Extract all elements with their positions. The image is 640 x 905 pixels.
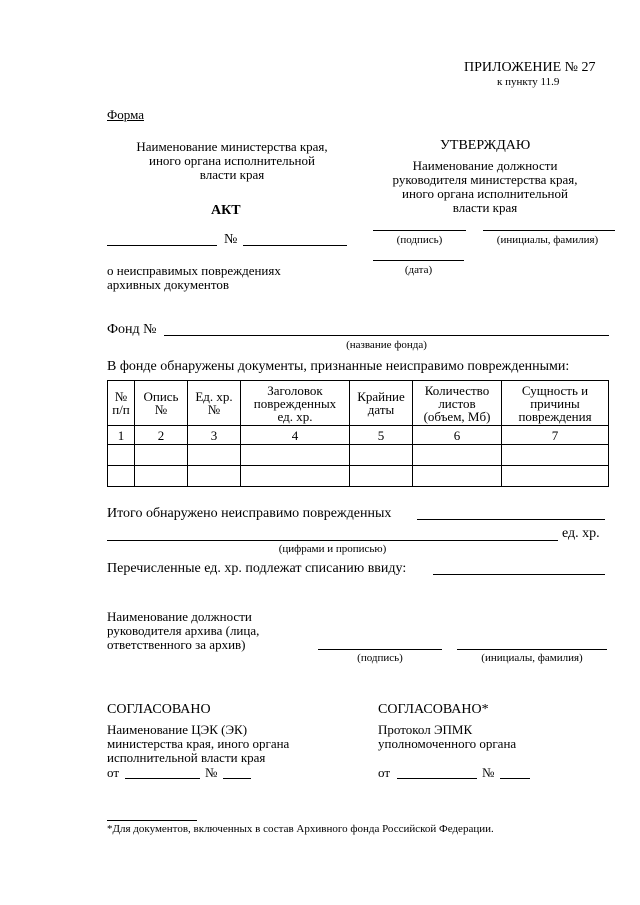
agreed-left-number-sign: № [205, 765, 218, 780]
act-number-line[interactable] [243, 245, 347, 246]
ministry-name: Наименование министерства края, иного органа исполнительной власти края [136, 139, 328, 182]
agreed-left-body: Наименование ЦЭК (ЭК) министерства края, иного органа исполнительной власти края [107, 722, 290, 765]
agreed-left-number-line[interactable] [223, 778, 251, 779]
footnote-divider [107, 820, 197, 821]
number-cell: 4 [241, 426, 350, 445]
total-line-1[interactable] [417, 519, 605, 520]
number-cell: 5 [350, 426, 413, 445]
fond-caption: (название фонда) [346, 339, 427, 351]
agreed-left-from: от [107, 765, 120, 780]
total-line-2[interactable] [107, 540, 558, 541]
agreed-right-number-line[interactable] [500, 778, 530, 779]
approve-name-caption: (инициалы, фамилия) [496, 234, 599, 246]
writeoff-reason-line[interactable] [433, 574, 605, 575]
approve-date-caption: (дата) [404, 264, 433, 276]
approve-name-line[interactable] [483, 230, 615, 231]
number-cell: 1 [108, 426, 135, 445]
header-cell: Крайние даты [350, 381, 413, 426]
appendix-title: ПРИЛОЖЕНИЕ № 27 [464, 60, 596, 75]
table-cell[interactable] [108, 466, 135, 487]
table-cell[interactable] [413, 445, 502, 466]
table-cell[interactable] [241, 445, 350, 466]
documents-table [107, 380, 609, 487]
total-caption: (цифрами и прописью) [278, 543, 387, 555]
table-cell[interactable] [502, 445, 609, 466]
header-cell: Заголовок поврежденных ед. хр. [241, 381, 350, 426]
table-cell[interactable] [108, 445, 135, 466]
form-label: Форма [107, 107, 144, 122]
header-cell: № п/п [108, 381, 135, 426]
footnote: *Для документов, включенных в состав Архивного фонда Российской Федерации. [107, 823, 494, 835]
table-cell[interactable] [188, 466, 241, 487]
archive-signature-caption: (подпись) [357, 652, 403, 664]
approve-signature-line[interactable] [373, 230, 466, 231]
agreed-right-title: СОГЛАСОВАНО* [378, 702, 489, 717]
table-number-row [108, 426, 609, 445]
fond-name-line[interactable] [164, 335, 609, 336]
intro-text: В фонде обнаружены документы, признанные неисправимо поврежденными: [107, 359, 570, 374]
table-cell[interactable] [350, 445, 413, 466]
table-cell[interactable] [502, 466, 609, 487]
table-row [108, 466, 609, 487]
number-cell: 6 [413, 426, 502, 445]
approve-position: Наименование должности руководителя министерства края, иного органа исполнительной власти края [392, 158, 578, 215]
header-cell: Количество листов (объем, Мб) [413, 381, 502, 426]
agreed-left-date-line[interactable] [125, 778, 200, 779]
agreed-right-from: от [378, 765, 391, 780]
act-title: АКТ [211, 203, 241, 218]
total-label: Итого обнаружено неисправимо поврежденных [107, 506, 392, 521]
approve-title: УТВЕРЖДАЮ [440, 138, 531, 153]
act-date-line[interactable] [107, 245, 217, 246]
approve-date-line[interactable] [373, 260, 464, 261]
archive-head-position: Наименование должности руководителя архива (лица, ответственного за архив) [107, 609, 260, 652]
table-cell[interactable] [188, 445, 241, 466]
number-cell: 7 [502, 426, 609, 445]
table-cell[interactable] [241, 466, 350, 487]
table-cell[interactable] [135, 466, 188, 487]
header-cell: Опись № [135, 381, 188, 426]
table-cell[interactable] [350, 466, 413, 487]
approve-signature-caption: (подпись) [396, 234, 443, 246]
table-header-row [108, 381, 609, 426]
table-cell[interactable] [135, 445, 188, 466]
header-cell: Ед. хр. № [188, 381, 241, 426]
table-row [108, 445, 609, 466]
act-number-sign: № [224, 232, 238, 247]
act-subject: о неисправимых повреждениях архивных документов [107, 263, 281, 292]
number-cell: 3 [188, 426, 241, 445]
agreed-right-number-sign: № [482, 765, 495, 780]
number-cell: 2 [135, 426, 188, 445]
agreed-right-date-line[interactable] [397, 778, 477, 779]
archive-name-caption: (инициалы, фамилия) [481, 652, 583, 664]
agreed-right-body: Протокол ЭПМК уполномоченного органа [378, 722, 517, 751]
total-unit: ед. хр. [562, 526, 600, 541]
archive-name-line[interactable] [457, 649, 607, 650]
agreed-left-title: СОГЛАСОВАНО [107, 702, 211, 717]
fond-label: Фонд № [107, 322, 157, 337]
table-cell[interactable] [413, 466, 502, 487]
writeoff-label: Перечисленные ед. хр. подлежат списанию ввиду: [107, 561, 407, 576]
appendix-subtitle: к пункту 11.9 [497, 76, 560, 88]
archive-signature-line[interactable] [318, 649, 442, 650]
header-cell: Сущность и причины повреждения [502, 381, 609, 426]
